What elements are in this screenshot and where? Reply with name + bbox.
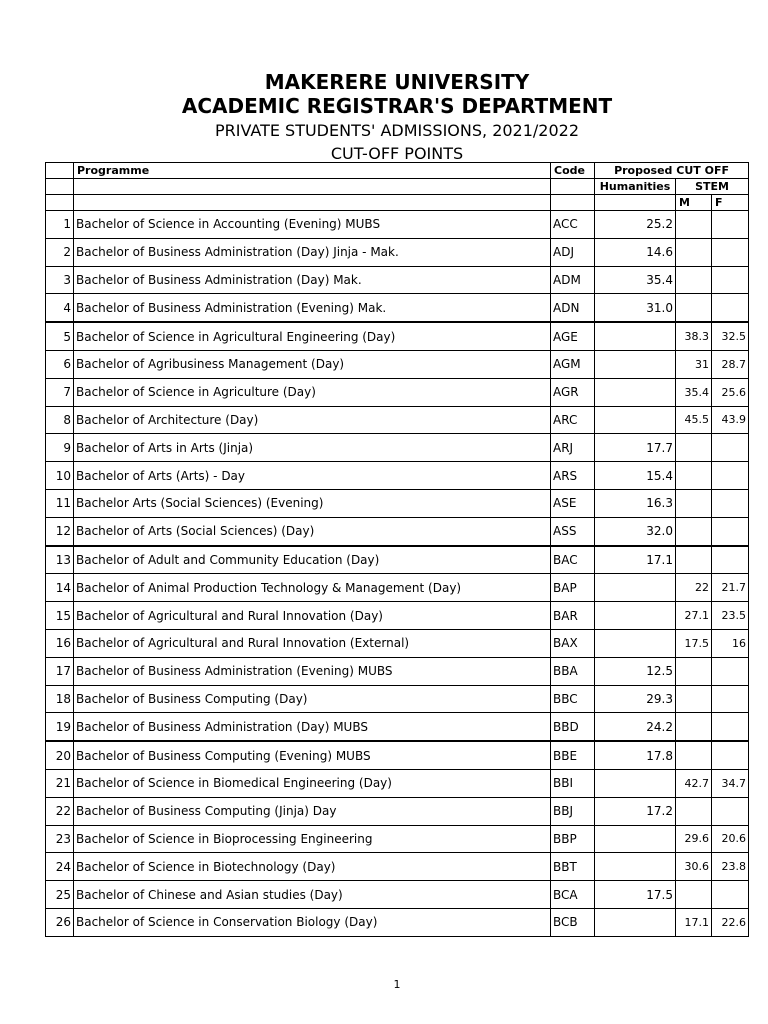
table-row xyxy=(46,741,749,769)
humanities-cutoff: 31.0 xyxy=(595,294,676,322)
row-number: 26 xyxy=(46,908,74,936)
programme-name: Bachelor of Science in Agricultural Engineering (Day) xyxy=(74,322,551,350)
table-row xyxy=(46,769,749,797)
stem-female-cutoff xyxy=(712,211,749,239)
row-number: 15 xyxy=(46,602,74,630)
stem-female-cutoff xyxy=(712,741,749,769)
stem-female-cutoff: 28.7 xyxy=(712,350,749,378)
humanities-cutoff: 29.3 xyxy=(595,685,676,713)
programme-code: ASE xyxy=(551,489,595,517)
programme-code: ARS xyxy=(551,462,595,490)
humanities-cutoff xyxy=(595,769,676,797)
stem-male-cutoff: 30.6 xyxy=(676,853,712,881)
stem-female-cutoff: 21.7 xyxy=(712,574,749,602)
header-stem: STEM xyxy=(676,179,749,195)
programme-code: BCB xyxy=(551,908,595,936)
table-row xyxy=(46,825,749,853)
page-number: 1 xyxy=(393,978,401,991)
humanities-cutoff: 24.2 xyxy=(595,713,676,741)
humanities-cutoff: 17.5 xyxy=(595,881,676,909)
humanities-cutoff: 17.1 xyxy=(595,546,676,574)
table-row xyxy=(46,657,749,685)
humanities-cutoff xyxy=(595,406,676,434)
header-row-3 xyxy=(46,195,749,211)
stem-female-cutoff xyxy=(712,434,749,462)
programme-code: ADM xyxy=(551,266,595,294)
header-number-cell xyxy=(46,163,74,179)
stem-female-cutoff xyxy=(712,489,749,517)
programme-name: Bachelor of Chinese and Asian studies (Day) xyxy=(74,881,551,909)
table-row xyxy=(46,266,749,294)
table-row xyxy=(46,881,749,909)
programme-code: ACC xyxy=(551,211,595,239)
programme-name: Bachelor of Business Computing (Day) xyxy=(74,685,551,713)
programme-code: BAC xyxy=(551,546,595,574)
humanities-cutoff: 16.3 xyxy=(595,489,676,517)
programme-code: ARC xyxy=(551,406,595,434)
programme-name: Bachelor of Business Computing (Jinja) Day xyxy=(74,797,551,825)
programme-name: Bachelor of Business Administration (Evening) MUBS xyxy=(74,657,551,685)
table-row xyxy=(46,378,749,406)
stem-male-cutoff xyxy=(676,434,712,462)
stem-female-cutoff: 34.7 xyxy=(712,769,749,797)
header-code: Code xyxy=(551,163,595,179)
programme-name: Bachelor of Business Administration (Day) Jinja - Mak. xyxy=(74,238,551,266)
stem-female-cutoff: 22.6 xyxy=(712,908,749,936)
table-row xyxy=(46,853,749,881)
table-row xyxy=(46,517,749,545)
row-number: 25 xyxy=(46,881,74,909)
programme-code: ARJ xyxy=(551,434,595,462)
programme-code: BBI xyxy=(551,769,595,797)
humanities-cutoff xyxy=(595,378,676,406)
humanities-cutoff: 15.4 xyxy=(595,462,676,490)
table-row xyxy=(46,294,749,322)
row-number: 24 xyxy=(46,853,74,881)
stem-female-cutoff xyxy=(712,657,749,685)
table-row xyxy=(46,546,749,574)
stem-female-cutoff: 23.5 xyxy=(712,602,749,630)
humanities-cutoff xyxy=(595,322,676,350)
header-row-2 xyxy=(46,179,749,195)
stem-female-cutoff: 23.8 xyxy=(712,853,749,881)
humanities-cutoff xyxy=(595,908,676,936)
table-row xyxy=(46,797,749,825)
humanities-cutoff xyxy=(595,574,676,602)
programme-name: Bachelor of Science in Conservation Biology (Day) xyxy=(74,908,551,936)
stem-male-cutoff: 45.5 xyxy=(676,406,712,434)
programme-code: BBP xyxy=(551,825,595,853)
programme-name: Bachelor of Science in Biomedical Engineering (Day) xyxy=(74,769,551,797)
stem-male-cutoff: 38.3 xyxy=(676,322,712,350)
table-row xyxy=(46,908,749,936)
stem-female-cutoff xyxy=(712,294,749,322)
stem-female-cutoff xyxy=(712,881,749,909)
programme-name: Bachelor of Business Administration (Day) MUBS xyxy=(74,713,551,741)
header-row-1 xyxy=(46,163,749,179)
row-number: 12 xyxy=(46,517,74,545)
humanities-cutoff: 17.8 xyxy=(595,741,676,769)
programme-name: Bachelor of Animal Production Technology & Management (Day) xyxy=(74,574,551,602)
humanities-cutoff: 35.4 xyxy=(595,266,676,294)
header-programme: Programme xyxy=(74,163,551,179)
stem-male-cutoff: 22 xyxy=(676,574,712,602)
humanities-cutoff xyxy=(595,602,676,630)
row-number: 1 xyxy=(46,211,74,239)
row-number: 7 xyxy=(46,378,74,406)
row-number: 11 xyxy=(46,489,74,517)
programme-name: Bachelor of Science in Biotechnology (Day) xyxy=(74,853,551,881)
table-row xyxy=(46,602,749,630)
stem-male-cutoff xyxy=(676,546,712,574)
header-female: F xyxy=(712,195,749,211)
programme-name: Bachelor of Adult and Community Education (Day) xyxy=(74,546,551,574)
programme-code: BBD xyxy=(551,713,595,741)
stem-male-cutoff: 42.7 xyxy=(676,769,712,797)
cutoff-subtitle: CUT-OFF POINTS xyxy=(330,144,464,163)
stem-male-cutoff xyxy=(676,266,712,294)
programme-name: Bachelor of Arts in Arts (Jinja) xyxy=(74,434,551,462)
programme-code: BBC xyxy=(551,685,595,713)
stem-female-cutoff xyxy=(712,238,749,266)
header-humanities: Humanities xyxy=(595,179,676,195)
programme-name: Bachelor of Business Administration (Evening) Mak. xyxy=(74,294,551,322)
stem-male-cutoff: 17.5 xyxy=(676,629,712,657)
table-row xyxy=(46,462,749,490)
programme-name: Bachelor of Arts (Arts) - Day xyxy=(74,462,551,490)
row-number: 13 xyxy=(46,546,74,574)
programme-code: BAP xyxy=(551,574,595,602)
stem-male-cutoff xyxy=(676,238,712,266)
stem-female-cutoff xyxy=(712,797,749,825)
programme-code: AGR xyxy=(551,378,595,406)
stem-male-cutoff xyxy=(676,713,712,741)
programme-code: BBJ xyxy=(551,797,595,825)
stem-male-cutoff: 29.6 xyxy=(676,825,712,853)
header-male: M xyxy=(676,195,712,211)
row-number: 9 xyxy=(46,434,74,462)
stem-male-cutoff xyxy=(676,797,712,825)
programme-code: BAR xyxy=(551,602,595,630)
row-number: 18 xyxy=(46,685,74,713)
programme-code: ASS xyxy=(551,517,595,545)
stem-female-cutoff: 25.6 xyxy=(712,378,749,406)
programme-name: Bachelor of Agribusiness Management (Day) xyxy=(74,350,551,378)
stem-male-cutoff: 35.4 xyxy=(676,378,712,406)
row-number: 10 xyxy=(46,462,74,490)
table-row xyxy=(46,238,749,266)
stem-male-cutoff: 27.1 xyxy=(676,602,712,630)
programme-name: Bachelor of Business Computing (Evening) MUBS xyxy=(74,741,551,769)
stem-male-cutoff xyxy=(676,211,712,239)
table-body xyxy=(46,211,749,937)
table-row xyxy=(46,713,749,741)
programme-name: Bachelor of Arts (Social Sciences) (Day) xyxy=(74,517,551,545)
programme-code: BAX xyxy=(551,629,595,657)
row-number: 4 xyxy=(46,294,74,322)
programme-name: Bachelor of Science in Agriculture (Day) xyxy=(74,378,551,406)
programme-name: Bachelor of Science in Accounting (Evening) MUBS xyxy=(74,211,551,239)
row-number: 8 xyxy=(46,406,74,434)
admissions-subtitle: PRIVATE STUDENTS' ADMISSIONS, 2021/2022 xyxy=(214,121,580,140)
humanities-cutoff: 25.2 xyxy=(595,211,676,239)
humanities-cutoff: 12.5 xyxy=(595,657,676,685)
row-number: 21 xyxy=(46,769,74,797)
row-number: 17 xyxy=(46,657,74,685)
row-number: 6 xyxy=(46,350,74,378)
humanities-cutoff xyxy=(595,853,676,881)
programme-code: ADJ xyxy=(551,238,595,266)
programme-name: Bachelor of Science in Bioprocessing Engineering xyxy=(74,825,551,853)
stem-male-cutoff xyxy=(676,741,712,769)
humanities-cutoff: 14.6 xyxy=(595,238,676,266)
row-number: 5 xyxy=(46,322,74,350)
table-row xyxy=(46,406,749,434)
row-number: 20 xyxy=(46,741,74,769)
programme-name: Bachelor Arts (Social Sciences) (Evening) xyxy=(74,489,551,517)
programme-code: AGE xyxy=(551,322,595,350)
stem-male-cutoff xyxy=(676,685,712,713)
table-row xyxy=(46,322,749,350)
humanities-cutoff xyxy=(595,825,676,853)
programme-code: BBT xyxy=(551,853,595,881)
stem-male-cutoff xyxy=(676,657,712,685)
table-row xyxy=(46,574,749,602)
row-number: 19 xyxy=(46,713,74,741)
programme-code: BBA xyxy=(551,657,595,685)
row-number: 3 xyxy=(46,266,74,294)
programme-code: AGM xyxy=(551,350,595,378)
header-proposed-cutoff: Proposed CUT OFF xyxy=(595,163,749,179)
row-number: 16 xyxy=(46,629,74,657)
stem-female-cutoff xyxy=(712,462,749,490)
stem-female-cutoff: 32.5 xyxy=(712,322,749,350)
table-row xyxy=(46,685,749,713)
humanities-cutoff xyxy=(595,350,676,378)
university-title: MAKERERE UNIVERSITY xyxy=(264,70,530,94)
stem-female-cutoff xyxy=(712,713,749,741)
row-number: 2 xyxy=(46,238,74,266)
table-row xyxy=(46,489,749,517)
stem-male-cutoff xyxy=(676,881,712,909)
stem-male-cutoff: 17.1 xyxy=(676,908,712,936)
programme-name: Bachelor of Architecture (Day) xyxy=(74,406,551,434)
stem-male-cutoff xyxy=(676,517,712,545)
row-number: 23 xyxy=(46,825,74,853)
stem-female-cutoff: 16 xyxy=(712,629,749,657)
stem-female-cutoff xyxy=(712,685,749,713)
programme-name: Bachelor of Agricultural and Rural Innovation (Day) xyxy=(74,602,551,630)
humanities-cutoff: 17.2 xyxy=(595,797,676,825)
table-row xyxy=(46,629,749,657)
stem-female-cutoff xyxy=(712,517,749,545)
stem-male-cutoff xyxy=(676,462,712,490)
table-row xyxy=(46,350,749,378)
stem-male-cutoff xyxy=(676,489,712,517)
stem-female-cutoff: 43.9 xyxy=(712,406,749,434)
humanities-cutoff xyxy=(595,629,676,657)
stem-female-cutoff: 20.6 xyxy=(712,825,749,853)
humanities-cutoff: 32.0 xyxy=(595,517,676,545)
programme-code: ADN xyxy=(551,294,595,322)
cutoff-table xyxy=(45,162,749,937)
table-row xyxy=(46,211,749,239)
programme-name: Bachelor of Business Administration (Day) Mak. xyxy=(74,266,551,294)
programme-name: Bachelor of Agricultural and Rural Innovation (External) xyxy=(74,629,551,657)
row-number: 22 xyxy=(46,797,74,825)
stem-male-cutoff xyxy=(676,294,712,322)
humanities-cutoff: 17.7 xyxy=(595,434,676,462)
stem-female-cutoff xyxy=(712,546,749,574)
table-row xyxy=(46,434,749,462)
stem-female-cutoff xyxy=(712,266,749,294)
programme-code: BCA xyxy=(551,881,595,909)
programme-code: BBE xyxy=(551,741,595,769)
department-title: ACADEMIC REGISTRAR'S DEPARTMENT xyxy=(181,94,613,118)
stem-male-cutoff: 31 xyxy=(676,350,712,378)
row-number: 14 xyxy=(46,574,74,602)
